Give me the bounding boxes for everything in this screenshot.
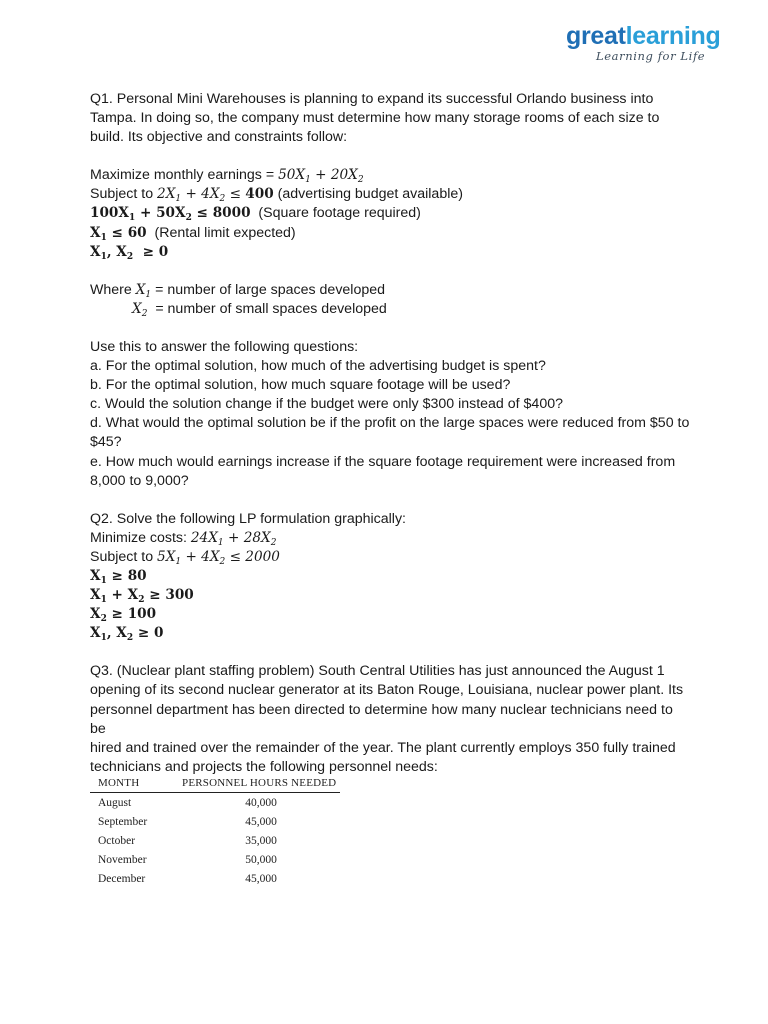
q2-constraint-1: Subject to $5X_1 + 4X_2 \le 2000$: [90, 548, 280, 567]
q1-questions: Use this to answer the following questions: a. For the optimal solution, how much of the advertising budget is spent? b. For the optimal solution, how much square footage will be used? c. Would the solution change if the budget were only $300 instead of $400? d. What would the optimal solution be if the profit on the large spaces were reduced from $50 to $45? e. How much would earnings increase if the square footage requirement were increased from 8,000 to 9,000?: [90, 338, 690, 489]
q2-objective: Minimize costs: $24X_1 + 28X_2$: [90, 529, 277, 548]
q2-constraint-4: $X_2 \ge 100$: [90, 606, 157, 625]
q1-constraint-1: Subject to $2X_1 + 4X_2 \le 400$ (advertising budget available): [90, 186, 463, 205]
q1-objective: Maximize monthly earnings = $50X_1 + 20X_2$: [90, 167, 364, 186]
table-row: September 45,000: [98, 815, 277, 828]
q2-title: Q2. Solve the following LP formulation graphically:: [90, 510, 406, 527]
logo-wordmark: greatlearning: [566, 22, 721, 50]
logo-tagline: Learning for Life: [596, 49, 706, 63]
q1-x1-definition: Where $X_1$ = number of large spaces developed: [90, 281, 386, 300]
document-body: [90, 90, 690, 777]
q1-x2-definition: $X_2$ = number of small spaces developed: [132, 300, 387, 319]
table-row: November 50,000: [98, 853, 277, 866]
table-row: August 40,000: [98, 796, 277, 809]
table-row: October 35,000: [98, 834, 277, 847]
q1-constraint-2: $100X_1 + 50X_2 \le 8000$ (Square footage required): [90, 205, 421, 224]
greatlearning-logo: [566, 22, 746, 63]
q3-text: Q3. (Nuclear plant staffing problem) South Central Utilities has just announced the August 1 opening of its second nuclear generator at its Baton Rouge, Louisiana, nuclear power plant. Its personnel department has been directed to determine how many nuclear technicians need to be hired and trained over the remainder of the year. The plant currently employs 350 fully trained technicians and projects the following personnel needs:: [90, 663, 684, 775]
header-month: MONTH: [98, 777, 140, 789]
q1-intro: Q1. Personal Mini Warehouses is planning to expand its successful Orlando business into Tampa. In doing so, the company must determine how many storage rooms of each size to build. Its objective and constraints follow:: [90, 91, 660, 146]
table-header: [90, 777, 340, 793]
q2-constraint-3: $X_1 + X_2 \ge 300$: [90, 587, 194, 606]
q1-constraint-3: $X_1 \le 60$ (Rental limit expected): [90, 224, 296, 243]
q1-constraint-4: $X_1$, $X_2 \ge 0$: [90, 243, 169, 262]
personnel-hours-table: [90, 777, 340, 888]
header-hours: PERSONNEL HOURS NEEDED: [182, 777, 337, 789]
table-row: December 45,000: [98, 872, 277, 885]
q2-constraint-5: $X_1$, $X_2 \ge 0$: [90, 625, 164, 644]
q2-constraint-2: $X_1 \ge 80$: [90, 567, 147, 586]
